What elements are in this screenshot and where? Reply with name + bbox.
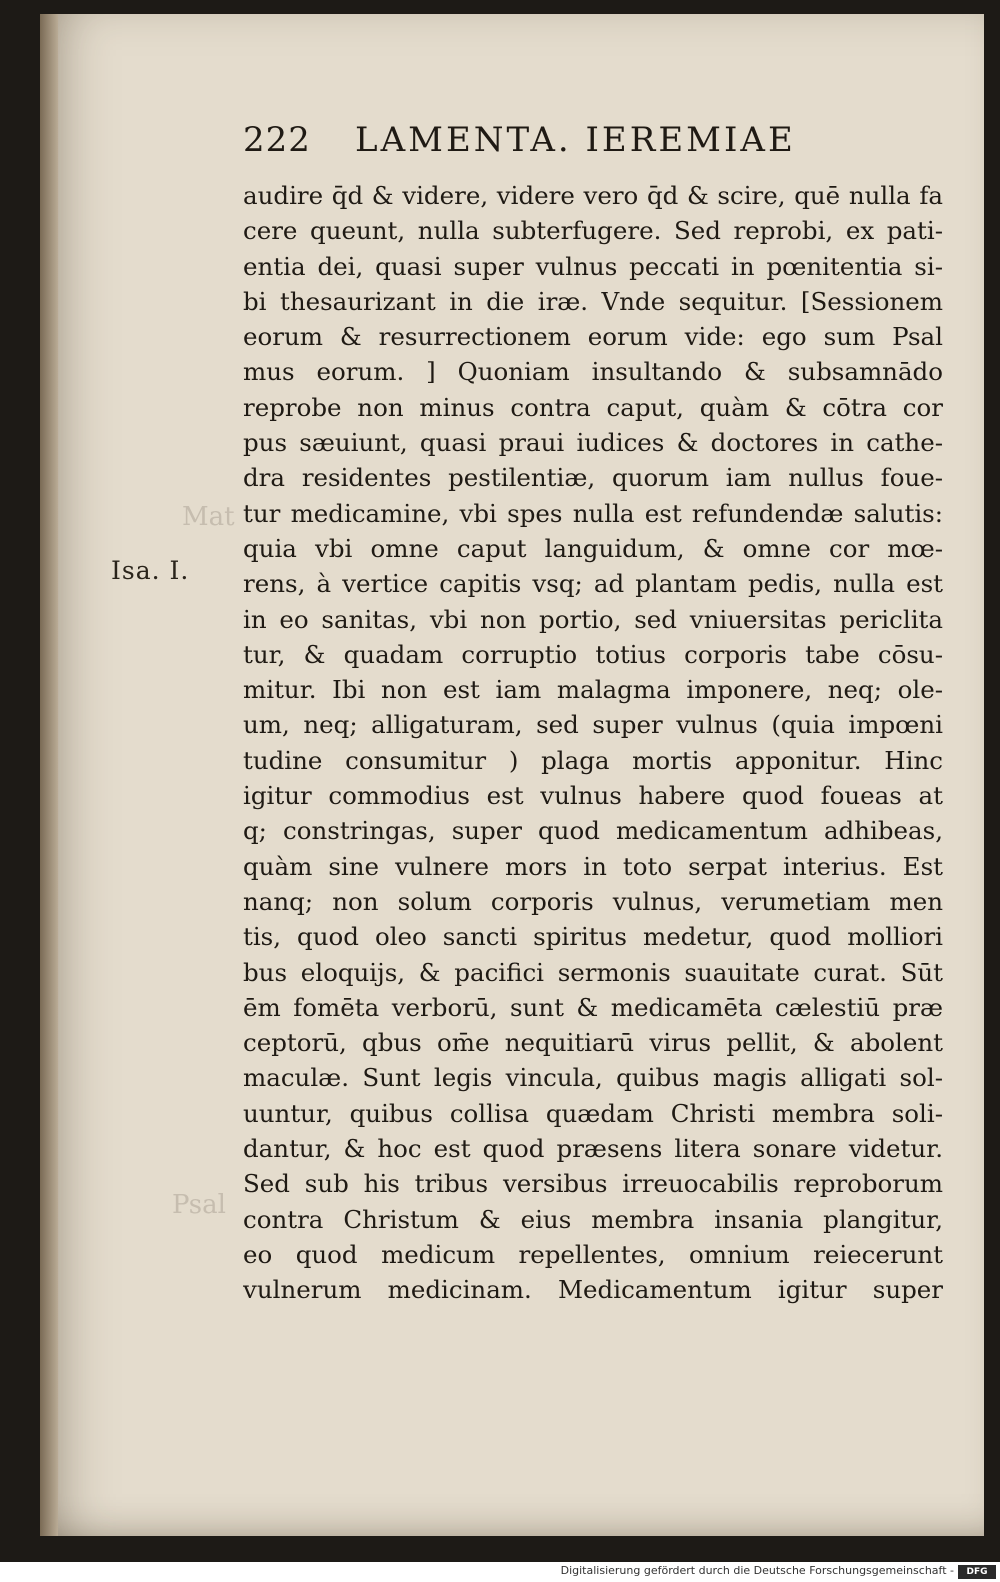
text-line: igitur commodius est vulnus habere quod foueas at [243, 781, 943, 811]
text-line: bus eloquijs, & pacifici sermonis suauitate curat. Sūt [243, 957, 943, 987]
binding-shadow [40, 14, 58, 1536]
text-line: entia dei, quasi super vulnus peccati in pœnitentia si- [243, 251, 943, 281]
digitization-footer [0, 1562, 1000, 1582]
text-line: mitur. Ibi non est iam malagma imponere, neq; ole- [243, 675, 943, 705]
text-line: mus eorum. ] Quoniam insultando & subsamnādo [243, 357, 943, 387]
text-line: audire q̄d & videre, videre vero q̄d & scire, quē nulla fa [243, 181, 943, 210]
running-head [243, 120, 883, 164]
text-line: bi thesaurizant in die iræ. Vnde sequitur. [Sessionem [243, 286, 943, 316]
page-number: 222 [243, 120, 311, 160]
text-line: cere queunt, nulla subterfugere. Sed reprobi, ex pati- [243, 216, 943, 246]
text-line: uuntur, quibus collisa quædam Christi membra soli- [243, 1098, 943, 1128]
text-line: in eo sanitas, vbi non portio, sed vniuersitas periclita [243, 604, 943, 634]
text-line: eorum & resurrectionem eorum vide: ego sum Psal [243, 322, 943, 352]
text-line: rens, à vertice capitis vsq; ad plantam pedis, nulla est [243, 569, 943, 599]
text-line: dantur, & hoc est quod præsens litera sonare videtur. [243, 1134, 943, 1164]
text-line: quia vbi omne caput languidum, & omne cor mœ- [243, 533, 943, 563]
text-line: tudine consumitur ) plaga mortis apponitur. Hinc [243, 745, 943, 775]
show-through-text-lower: Psal [172, 1190, 226, 1220]
show-through-text-upper: Mat [182, 502, 235, 532]
text-line: pus sæuiunt, quasi praui iudices & doctores in cathe- [243, 428, 943, 458]
text-line: um, neq; alligaturam, sed super vulnus (quia impœni [243, 710, 943, 740]
text-line: vulnerum medicinam. Medicamentum igitur super [243, 1275, 943, 1305]
text-line: Sed sub his tribus versibus irreuocabilis reproborum [243, 1169, 943, 1199]
body-text [243, 178, 943, 1308]
text-line: dra residentes pestilentiæ, quorum iam nullus foue- [243, 463, 943, 493]
text-line: quàm sine vulnere mors in toto serpat interius. Est [243, 851, 943, 881]
running-head-title: LAMENTA. IEREMIAE [355, 120, 796, 160]
text-line: tur, & quadam corruptio totius corporis tabe cōsu- [243, 639, 943, 669]
text-line: ēm fomēta verborū, sunt & medicamēta cælestiū præ [243, 992, 943, 1022]
text-line: tis, quod oleo sancti spiritus medetur, quod molliori [243, 922, 943, 952]
text-line: nanq; non solum corporis vulnus, verumetiam men [243, 886, 943, 916]
text-line: reprobe non minus contra caput, quàm & cōtra cor [243, 392, 943, 422]
text-line: maculæ. Sunt legis vincula, quibus magis alligati sol- [243, 1063, 943, 1093]
text-line: eo quod medicum repellentes, omnium reiecerunt [243, 1239, 943, 1269]
dfg-logo: DFG [958, 1565, 996, 1579]
margin-note: Isa. I. [111, 556, 190, 585]
text-line: q; constringas, super quod medicamentum adhibeas, [243, 816, 943, 846]
text-line: tur medicamine, vbi spes nulla est refundendæ salutis: [243, 498, 943, 528]
footer-credit: Digitalisierung gefördert durch die Deutsche Forschungsgemeinschaft - [560, 1564, 954, 1577]
text-line: contra Christum & eius membra insania plangitur, [243, 1204, 943, 1234]
text-line: ceptorū, qbus om̄e nequitiarū virus pellit, & abolent [243, 1028, 943, 1058]
